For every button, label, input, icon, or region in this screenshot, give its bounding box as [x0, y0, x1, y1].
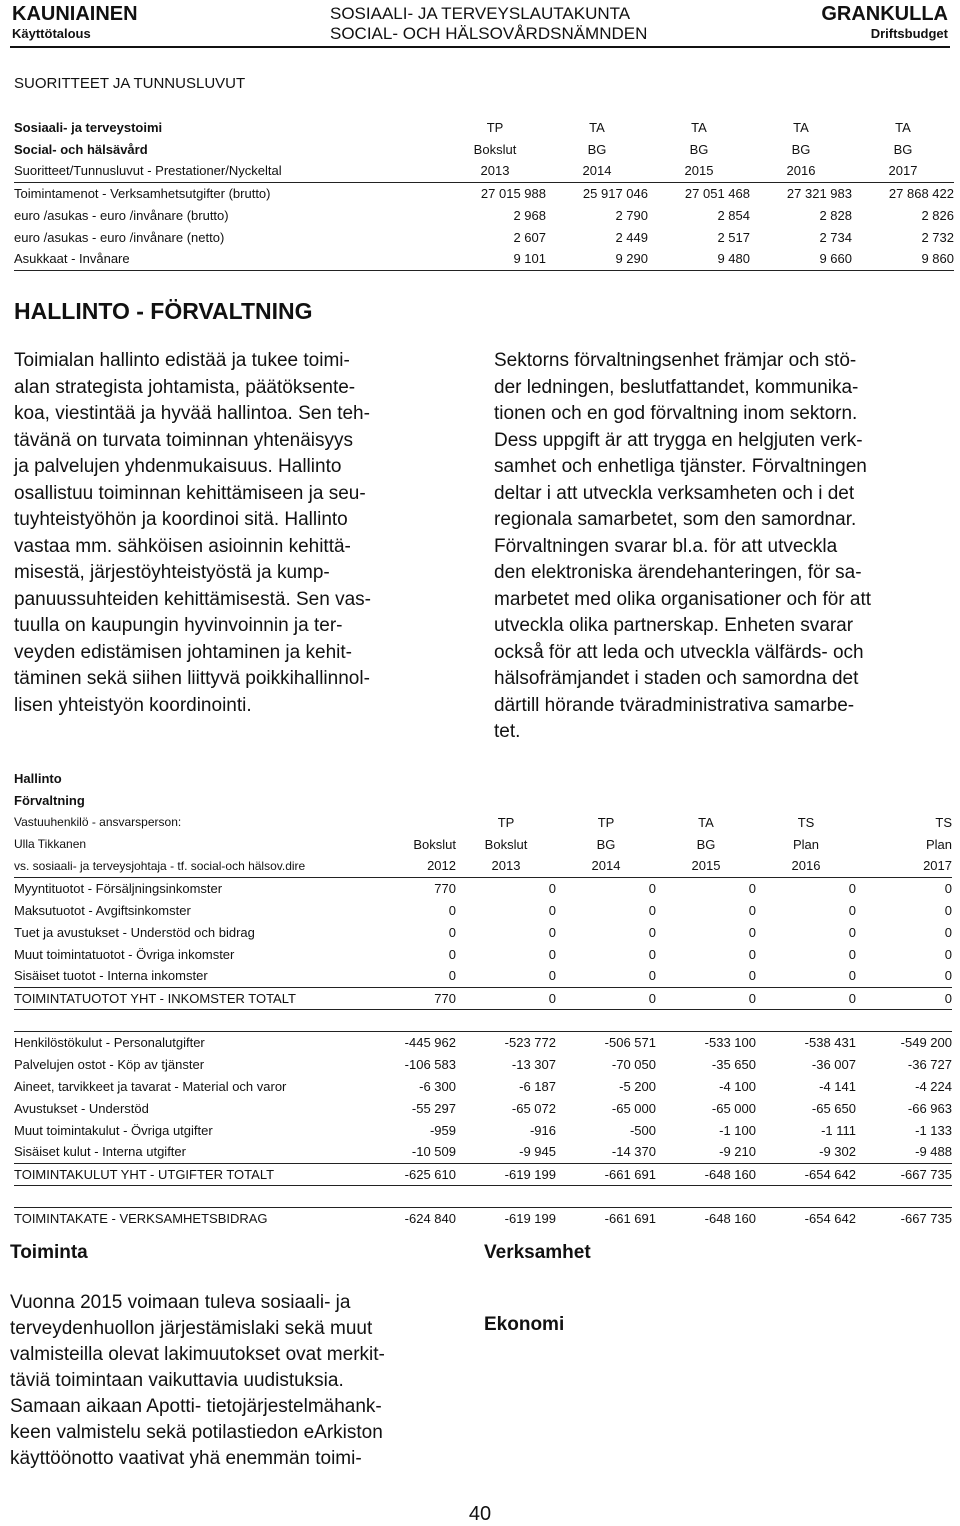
income-total-row [14, 987, 952, 1009]
text-line: hälsofrämjandet i staden och samordna det [494, 668, 859, 689]
kpi-col-year: 2017 [852, 160, 954, 182]
expense-total-cell: -654 642 [756, 1163, 856, 1185]
text-line: lisen yhteistyön koordinointi. [14, 694, 252, 716]
income-cell: 0 [344, 965, 456, 987]
kpi-row [14, 204, 954, 226]
expense-cell: -4 141 [819, 1078, 856, 1094]
expense-cell: -65 000 [711, 1100, 756, 1116]
income-cell: 0 [456, 965, 556, 987]
responsible-title: vs. sosiaali- ja terveysjohtaja - tf. social-och hälsov.dire [14, 855, 344, 877]
municipality-name-fi: KAUNIAINEN [12, 3, 138, 25]
income-cell: 0 [548, 946, 556, 962]
income-cell: 0 [944, 902, 952, 918]
expense-cell: -65 000 [611, 1100, 656, 1116]
expense-cell: -70 050 [611, 1056, 656, 1072]
text-line: valmisteilla olevat lakimuutokset ovat merkit- [10, 1344, 385, 1365]
expense-label: Avustukset - Understöd [14, 1100, 149, 1116]
expense-cell: -533 100 [656, 1031, 756, 1053]
income-cell: 0 [648, 946, 656, 962]
text-line: panuussuhteiden kehittämisestä. Sen vas- [14, 588, 371, 610]
spacer-row [14, 1009, 952, 1031]
budget-col-type: TP [497, 814, 515, 830]
expense-cell: -35 650 [711, 1056, 756, 1072]
text-line: Sektorns förvaltningsenhet främjar och stö- [494, 350, 857, 371]
header-divider [10, 46, 950, 48]
text-line: marbetet med olika organisationer och för att [494, 588, 872, 610]
kpi-col-type2: BG [689, 141, 709, 157]
kpi-cell: 2 854 [717, 207, 750, 223]
kpi-row [14, 182, 954, 204]
kpi-cell: 9 101 [444, 248, 546, 270]
kpi-table [14, 116, 954, 271]
text-line: samhet och enhetliga tjänster. Förvaltningen [494, 456, 867, 477]
expense-row [14, 1075, 952, 1097]
income-cell: 0 [848, 902, 856, 918]
expense-cell: -445 962 [344, 1031, 456, 1053]
text-line: tävänä on turvata toiminnan yhtenäisyys [14, 429, 354, 451]
margin-cell: -648 160 [656, 1207, 756, 1229]
budget-col-type2: Plan [925, 836, 952, 852]
expense-cell: -36 727 [907, 1056, 952, 1072]
expense-cell: -549 200 [856, 1031, 952, 1053]
budget-col-type2: Bokslut [484, 836, 528, 852]
kpi-cell: 2 826 [921, 207, 954, 223]
income-row [14, 921, 952, 943]
expense-cell: -65 650 [811, 1100, 856, 1116]
kpi-col-type2: BG [893, 141, 913, 157]
operating-budget-label-sv: Driftsbudget [870, 26, 948, 41]
budget-col-type: TP [597, 814, 615, 830]
income-total-label: TOIMINTATUOTOT YHT - INKOMSTER TOTALT [14, 987, 344, 1009]
expense-cell: -4 224 [915, 1078, 952, 1094]
income-cell: 0 [548, 902, 556, 918]
budget-col-type [344, 811, 456, 833]
kpi-col-type2: Bokslut [473, 141, 517, 157]
income-cell: 0 [448, 902, 456, 918]
margin-cell: -667 735 [856, 1207, 952, 1229]
budget-col-type: TA [698, 814, 714, 830]
expense-total-cell: -667 735 [856, 1163, 952, 1185]
section-title: HALLINTO - FÖRVALTNING [14, 298, 313, 324]
expense-total-cell: -625 610 [344, 1163, 456, 1185]
kpi-col-type2: BG [587, 141, 607, 157]
income-cell: 0 [944, 880, 952, 896]
income-cell: 0 [648, 902, 656, 918]
income-total-cell: 0 [756, 987, 856, 1009]
expense-cell: -106 583 [404, 1056, 456, 1072]
expense-row [14, 1141, 952, 1163]
kpi-cell: 9 290 [546, 248, 648, 270]
kpi-col-year: 2014 [546, 160, 648, 182]
margin-label: TOIMINTAKATE - VERKSAMHETSBIDRAG [14, 1207, 344, 1229]
unit-name-fi: Hallinto [14, 770, 62, 786]
income-cell: 0 [448, 924, 456, 940]
margin-cell: -654 642 [756, 1207, 856, 1229]
text-line: Samaan aikaan Apotti- tietojärjestelmähank- [10, 1396, 382, 1417]
ekonomi-heading: Ekonomi [484, 1314, 565, 1335]
committee-name-sv: SOCIAL- OCH HÄLSOVÅRDSNÄMNDEN [330, 24, 648, 43]
income-cell: 0 [756, 965, 856, 987]
income-total-cell: 0 [656, 987, 756, 1009]
kpi-col-type: TA [691, 119, 707, 135]
expense-row [14, 1119, 952, 1141]
margin-cell: -619 199 [456, 1207, 556, 1229]
text-line: Toimialan hallinto edistää ja tukee toimi- [14, 350, 350, 371]
budget-col-year: 2013 [456, 855, 556, 877]
budget-col-year: 2014 [556, 855, 656, 877]
expense-cell: -9 302 [756, 1141, 856, 1163]
income-cell: 0 [548, 880, 556, 896]
margin-row [14, 1207, 952, 1229]
expense-label: Sisäiset kulut - Interna utgifter [14, 1141, 344, 1163]
expense-cell: -1 111 [821, 1122, 856, 1138]
expense-cell: -65 072 [511, 1100, 556, 1116]
budget-col-type: TS [797, 814, 815, 830]
kpi-row-label: euro /asukas - euro /invånare (brutto) [14, 207, 229, 223]
text-line: vastaa mm. sähköisen asioinnin kehittä- [14, 535, 351, 557]
kpi-header-row [14, 116, 954, 138]
section-text-sv [494, 348, 950, 746]
expense-cell: -1 100 [719, 1122, 756, 1138]
expense-cell: -10 509 [344, 1141, 456, 1163]
text-line: täviä toimintaan vaikuttavia uudistuksia. [10, 1370, 344, 1391]
text-line: den elektroniska ärendehanteringen, för sa- [494, 562, 862, 583]
expense-cell: -9 488 [856, 1141, 952, 1163]
expense-cell: -9 945 [456, 1141, 556, 1163]
kpi-cell: 9 660 [750, 248, 852, 270]
kpi-cell: 27 051 468 [684, 185, 750, 201]
income-cell: 0 [748, 924, 756, 940]
expense-row [14, 1053, 952, 1075]
expense-total-cell: -648 160 [656, 1163, 756, 1185]
kpi-row-label: Asukkaat - Invånare [14, 248, 444, 270]
text-line: tuulla on kaupungin hyvinvoinnin ja ter- [14, 615, 343, 636]
expense-label: Palvelujen ostot - Köp av tjänster [14, 1056, 205, 1072]
kpi-cell: 27 015 988 [480, 185, 546, 201]
income-cell: 0 [748, 880, 756, 896]
municipality-name-sv: GRANKULLA [821, 3, 948, 25]
expense-cell: -500 [629, 1122, 656, 1138]
expense-cell: -9 210 [656, 1141, 756, 1163]
page-number: 40 [468, 1503, 492, 1525]
expense-cell: -6 187 [519, 1078, 556, 1094]
expense-cell: -36 007 [811, 1056, 856, 1072]
kpi-row-label: euro /asukas - euro /invånare (netto) [14, 229, 225, 245]
budget-table [14, 767, 952, 1229]
expense-label: Aineet, tarvikkeet ja tavarat - Material och varor [14, 1078, 287, 1094]
income-label: Maksutuotot - Avgiftsinkomster [14, 902, 191, 918]
margin-cell: -624 840 [344, 1207, 456, 1229]
income-cell: 0 [848, 946, 856, 962]
kpi-row-label: Toimintamenot - Verksamhetsutgifter (brutto) [14, 185, 271, 201]
expense-cell: -538 431 [756, 1031, 856, 1053]
kpi-cell: 2 968 [513, 207, 546, 223]
kpi-cell: 2 734 [819, 229, 852, 245]
expense-cell: -55 297 [411, 1100, 456, 1116]
kpi-col-type2: BG [791, 141, 811, 157]
budget-header-row [14, 855, 952, 877]
responsible-label: Vastuuhenkilö - ansvarsperson: [14, 815, 182, 829]
verksamhet-heading: Verksamhet [484, 1242, 591, 1263]
budget-unit-row [14, 767, 952, 789]
text-line: koa, viestintää ja hyvää hallintoa. Sen teh- [14, 403, 370, 424]
income-cell: 0 [648, 880, 656, 896]
income-row [14, 899, 952, 921]
budget-col-type2: BG [696, 836, 716, 852]
expense-total-label: TOIMINTAKULUT YHT - UTGIFTER TOTALT [14, 1163, 344, 1185]
text-line: täminen sekä siihen liittyvä poikkihallinnol- [14, 668, 370, 689]
income-cell: 0 [648, 924, 656, 940]
income-cell: 0 [548, 924, 556, 940]
income-cell: 0 [448, 946, 456, 962]
kpi-col-type: TA [793, 119, 809, 135]
text-line: alan strategista johtamista, päätöksente- [14, 376, 356, 398]
budget-header-row [14, 833, 952, 855]
income-label: Tuet ja avustukset - Understöd och bidrag [14, 924, 255, 940]
kpi-cell: 9 480 [648, 248, 750, 270]
expense-row [14, 1031, 952, 1053]
kpi-cell: 27 321 983 [786, 185, 852, 201]
income-total-cell: 770 [344, 987, 456, 1009]
expense-label: Muut toimintakulut - Övriga utgifter [14, 1122, 213, 1138]
expense-cell: -1 133 [915, 1122, 952, 1138]
kpi-cell: 25 917 046 [582, 185, 648, 201]
kpi-col-year: 2013 [444, 160, 546, 182]
text-line: också för att leda och utveckla välfärds- och [494, 641, 864, 663]
income-cell: 0 [944, 946, 952, 962]
budget-col-year: 2015 [656, 855, 756, 877]
text-line: terveydenhuollon järjestämislaki sekä muut [10, 1318, 373, 1339]
expense-cell: -4 100 [719, 1078, 756, 1094]
budget-col-type: TS [935, 814, 952, 830]
spacer-row [14, 1185, 952, 1207]
section-text-fi [14, 348, 434, 719]
text-line: misestä, järjestöyhteistyöstä ja kump- [14, 562, 330, 583]
income-cell: 0 [748, 946, 756, 962]
income-cell: 770 [434, 880, 456, 896]
budget-header-row [14, 811, 952, 833]
text-line: utveckla olika partnerskap. Enheten svarar [494, 615, 854, 636]
toiminta-text [10, 1290, 470, 1472]
operating-budget-label-fi: Käyttötalous [12, 26, 91, 41]
income-cell: 0 [944, 924, 952, 940]
budget-col-year: 2017 [856, 855, 952, 877]
text-line: veyden edistämisen johtaminen ja kehit- [14, 641, 352, 663]
text-line: Vuonna 2015 voimaan tuleva sosiaali- ja [10, 1292, 351, 1313]
text-line: regionala samarbetet, som den samordnar. [494, 509, 857, 530]
expense-cell: -959 [429, 1122, 456, 1138]
expense-cell: -14 370 [556, 1141, 656, 1163]
kpi-header-row [14, 160, 954, 182]
expense-cell: -13 307 [511, 1056, 556, 1072]
text-line: Dess uppgift är att trygga en helgjuten verk- [494, 429, 863, 451]
income-label: Myyntituotot - Försäljningsinkomster [14, 880, 223, 896]
income-total-cell: 0 [556, 987, 656, 1009]
text-line: keen valmistelu sekä potilastiedon eArkiston [10, 1422, 383, 1443]
kpi-cell: 2 517 [717, 229, 750, 245]
kpi-label: Suoritteet/Tunnusluvut - Prestationer/Nyckeltal [14, 160, 444, 182]
expense-row [14, 1097, 952, 1119]
kpi-heading: SUORITTEET JA TUNNUSLUVUT [14, 75, 246, 92]
kpi-cell: 9 860 [852, 248, 954, 270]
expense-cell: -6 300 [419, 1078, 456, 1094]
kpi-cell: 2 449 [615, 229, 648, 245]
income-label: Muut toimintatuotot - Övriga inkomster [14, 946, 235, 962]
income-cell: 0 [848, 880, 856, 896]
text-line: käyttöönotto vaativat yhä enemmän toimi- [10, 1448, 362, 1469]
expense-total-cell: -619 199 [456, 1163, 556, 1185]
kpi-row [14, 248, 954, 270]
income-row [14, 943, 952, 965]
budget-col-year: 2012 [344, 855, 456, 877]
kpi-cell: 2 607 [513, 229, 546, 245]
responsible-name: Ulla Tikkanen [14, 837, 87, 851]
expense-total-cell: -661 691 [556, 1163, 656, 1185]
kpi-col-type: TA [589, 119, 605, 135]
income-row [14, 877, 952, 899]
kpi-cell: 2 732 [921, 229, 954, 245]
kpi-col-year: 2016 [750, 160, 852, 182]
text-line: tuyhteistyöhön ja koordinoi sitä. Hallinto [14, 509, 348, 530]
text-line: ja palvelujen yhdenmukaisuus. Hallinto [14, 456, 342, 477]
kpi-cell: 2 828 [819, 207, 852, 223]
income-total-cell: 0 [456, 987, 556, 1009]
budget-col-type2: BG [596, 836, 616, 852]
toiminta-heading: Toiminta [10, 1242, 88, 1263]
expense-cell: -523 772 [456, 1031, 556, 1053]
kpi-label: Social- och hälsävård [14, 141, 148, 157]
income-label: Sisäiset tuotot - Interna inkomster [14, 965, 344, 987]
text-line: därtill hörande tväradministrativa samarbe- [494, 694, 855, 716]
income-cell: 0 [556, 965, 656, 987]
kpi-col-type: TP [486, 119, 504, 135]
kpi-header-row [14, 138, 954, 160]
text-line: deltar i att utveckla verksamheten och i det [494, 482, 855, 504]
income-cell: 0 [748, 902, 756, 918]
income-row [14, 965, 952, 987]
kpi-cell: 2 790 [615, 207, 648, 223]
text-line: tet. [494, 721, 521, 742]
text-line: Förvaltningen svarar bl.a. för att utveckla [494, 535, 838, 557]
text-line: osallistuu toiminnan kehittämiseen ja seu- [14, 482, 366, 504]
margin-cell: -661 691 [556, 1207, 656, 1229]
expense-label: Henkilöstökulut - Personalutgifter [14, 1031, 344, 1053]
expense-cell: -506 571 [556, 1031, 656, 1053]
kpi-label: Sosiaali- ja terveystoimi [14, 119, 163, 135]
text-line: der ledningen, beslutfattandet, kommunika- [494, 376, 859, 398]
expense-cell: -66 963 [907, 1100, 952, 1116]
kpi-col-year: 2015 [648, 160, 750, 182]
kpi-cell: 27 868 422 [888, 185, 954, 201]
budget-col-type2: Plan [792, 836, 820, 852]
expense-total-row [14, 1163, 952, 1185]
budget-col-year: 2016 [756, 855, 856, 877]
income-total-cell: 0 [856, 987, 952, 1009]
budget-col-type2: Bokslut [413, 836, 456, 852]
expense-cell: -5 200 [619, 1078, 656, 1094]
text-line: tionen och en god förvaltning inom sektorn. [494, 403, 858, 424]
income-cell: 0 [656, 965, 756, 987]
committee-name-fi: SOSIAALI- JA TERVEYSLAUTAKUNTA [330, 4, 631, 23]
budget-unit-row [14, 789, 952, 811]
income-cell: 0 [856, 965, 952, 987]
kpi-col-type: TA [895, 119, 911, 135]
income-cell: 0 [848, 924, 856, 940]
expense-cell: -916 [529, 1122, 556, 1138]
kpi-row [14, 226, 954, 248]
unit-name-sv: Förvaltning [14, 792, 85, 808]
